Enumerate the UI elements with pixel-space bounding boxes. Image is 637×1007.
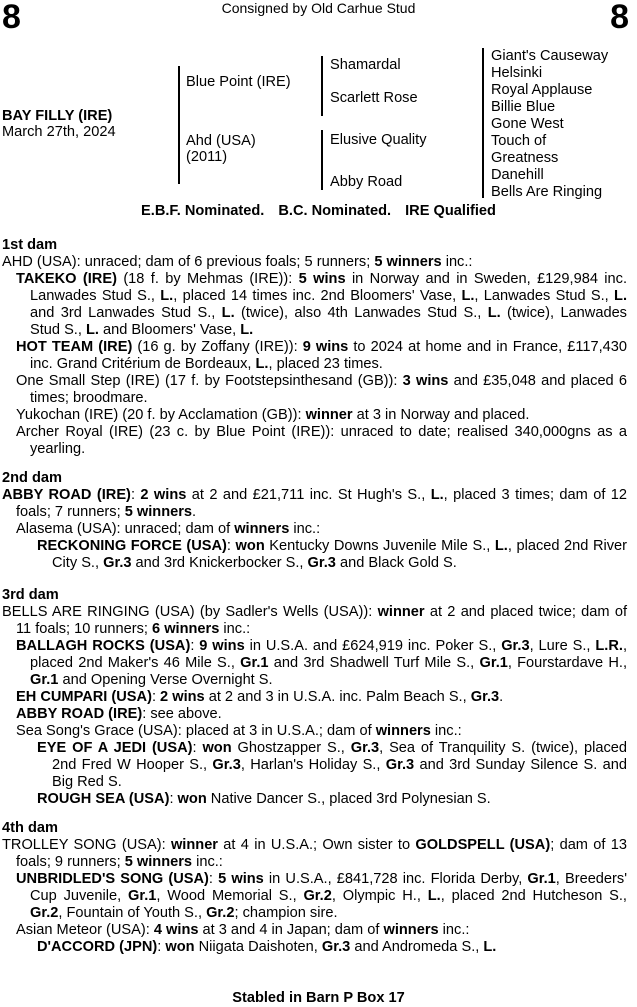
progeny-entry: UNBRIDLED'S SONG (USA): 5 wins in U.S.A., £841,728 inc. Florida Derby, Gr.1, Breeders' Cup Juvenile, Gr.1, Wood Memorial S., Gr.2, Olympic H., L., placed 2nd Hutcheson S., Gr.2, Fountain of Youth S., Gr.2; champion sire.: [16, 871, 627, 921]
pedigree-sire-sire: Shamardal: [330, 57, 401, 73]
progeny-entry: HOT TEAM (IRE) (16 g. by Zoffany (IRE)): 9 wins to 2024 at home and in France, £117,430 inc. Grand Critérium de Bordeaux, L., placed 23 times.: [16, 339, 628, 372]
gen3-name: Greatness: [491, 150, 559, 166]
progeny-entry: Sea Song's Grace (USA): placed at 3 in U.S.A.; dam of winners inc.:: [16, 723, 462, 739]
stabling-location: Stabled in Barn P Box 17: [232, 990, 405, 1006]
horse-description: BAY FILLY (IRE): [2, 108, 113, 124]
gen3-name: Helsinki: [491, 65, 543, 81]
section-heading: 1st dam: [2, 237, 58, 253]
progeny-entry: EH CUMPARI (USA): 2 wins at 2 and 3 in U.S.A. inc. Palm Beach S., Gr.3.: [16, 689, 504, 705]
lot-number-right: 8: [610, 0, 629, 36]
progeny-entry: BALLAGH ROCKS (USA): 9 wins in U.S.A. and £624,919 inc. Poker S., Gr.3, Lure S., L.R., placed 2nd Maker's 46 Mile S., Gr.1 and 3rd Shadwell Turf Mile S., Gr.1, Fourstardave H., Gr.1 and Opening Verse Overnight S.: [16, 638, 627, 688]
grand-progeny-entry: ROUGH SEA (USA): won Native Dancer S., placed 3rd Polynesian S.: [37, 791, 491, 807]
third-dam-section: [2, 587, 627, 808]
progeny-entry: Alasema (USA): unraced; dam of winners inc.:: [16, 521, 321, 537]
pedigree-divider-3: [482, 48, 484, 198]
grand-progeny-entry: RECKONING FORCE (USA): won Kentucky Downs Juvenile Mile S., L., placed 2nd River City S., Gr.3 and 3rd Knickerbocker S., Gr.3 and Black Gold S.: [37, 538, 627, 571]
progeny-entry: One Small Step (IRE) (17 f. by Footstepsinthesand (GB)): 3 wins and £35,048 and placed 6 times; broodmare.: [16, 373, 627, 406]
first-dam-section: [2, 237, 627, 458]
second-dam-section: [2, 470, 627, 572]
pedigree-divider-2b: [321, 130, 323, 190]
progeny-entry: Yukochan (IRE) (20 f. by Acclamation (GB)): winner at 3 in Norway and placed.: [16, 407, 530, 423]
nomination-bc: B.C. Nominated.: [278, 203, 392, 219]
gen3-name: Gone West: [491, 116, 564, 132]
gen3-name: Billie Blue: [491, 99, 556, 115]
gen3-name: Royal Applause: [491, 82, 593, 98]
nomination-ebf: E.B.F. Nominated.: [141, 203, 265, 219]
nominations: [0, 203, 637, 220]
foaling-date: March 27th, 2024: [2, 124, 116, 140]
dam-intro: AHD (USA): unraced; dam of 6 previous foals; 5 runners; 5 winners inc.:: [2, 254, 473, 270]
fourth-dam-section: [2, 820, 627, 956]
dam-intro: ABBY ROAD (IRE): 2 wins at 2 and £21,711 inc. St Hugh's S., L., placed 3 times; dam of 12 foals; 7 runners; 5 winners.: [2, 487, 628, 520]
dam-intro: TROLLEY SONG (USA): winner at 4 in U.S.A.; Own sister to GOLDSPELL (USA); dam of 13 foals; 9 runners; 5 winners inc.:: [2, 837, 627, 870]
progeny-entry: Archer Royal (IRE) (23 c. by Blue Point (IRE)): unraced to date; realised 340,000gns as a yearling.: [16, 424, 627, 457]
gen3-name: Giant's Causeway: [491, 48, 609, 64]
pedigree-dam: Ahd (USA): [186, 133, 256, 149]
pedigree-dam-year: (2011): [186, 149, 228, 165]
pedigree-gen3: [491, 48, 608, 201]
consignor: Consigned by Old Carhue Stud: [221, 0, 416, 16]
section-heading: 3rd dam: [2, 587, 59, 603]
gen3-name: Touch of: [491, 133, 547, 149]
grand-progeny-entry: D'ACCORD (JPN): won Niigata Daishoten, Gr.3 and Andromeda S., L.: [37, 939, 497, 955]
nomination-ire: IRE Qualified: [405, 203, 496, 219]
lot-number-left: 8: [2, 0, 21, 36]
pedigree-divider-1: [178, 66, 180, 184]
progeny-entry: ABBY ROAD (IRE): see above.: [16, 706, 222, 722]
grand-progeny-entry: EYE OF A JEDI (USA): won Ghostzapper S., Gr.3, Sea of Tranquility S. (twice), placed 2nd Fred W Hooper S., Gr.3, Harlan's Holiday S., Gr.3 and 3rd Sunday Silence S. and Big Red S.: [37, 740, 628, 790]
pedigree-dam-sire: Elusive Quality: [330, 132, 427, 148]
pedigree-sire: Blue Point (IRE): [186, 74, 291, 90]
progeny-entry: Asian Meteor (USA): 4 wins at 3 and 4 in Japan; dam of winners inc.:: [16, 922, 470, 938]
pedigree-sire-dam: Scarlett Rose: [330, 90, 418, 106]
pedigree-divider-2a: [321, 56, 323, 116]
progeny-entry: TAKEKO (IRE) (18 f. by Mehmas (IRE)): 5 wins in Norway and in Sweden, £129,984 inc. Lanwades Stud S., L., placed 14 times inc. 2nd Bloomers' Vase, L., Lanwades Stud S., L. and 3rd Lanwades Stud S., L. (twice), also 4th Lanwades Stud S., L. (twice), Lanwades Stud S., L. and Bloomers' Vase, L.: [16, 271, 628, 338]
pedigree-dam-dam: Abby Road: [330, 174, 403, 190]
dam-intro: BELLS ARE RINGING (USA) (by Sadler's Wells (USA)): winner at 2 and placed twice; dam of 11 foals; 10 runners; 6 winners inc.:: [2, 604, 627, 637]
section-heading: 2nd dam: [2, 470, 63, 486]
section-heading: 4th dam: [2, 820, 58, 836]
gen3-name: Danehill: [491, 167, 544, 183]
gen3-name: Bells Are Ringing: [491, 184, 603, 200]
